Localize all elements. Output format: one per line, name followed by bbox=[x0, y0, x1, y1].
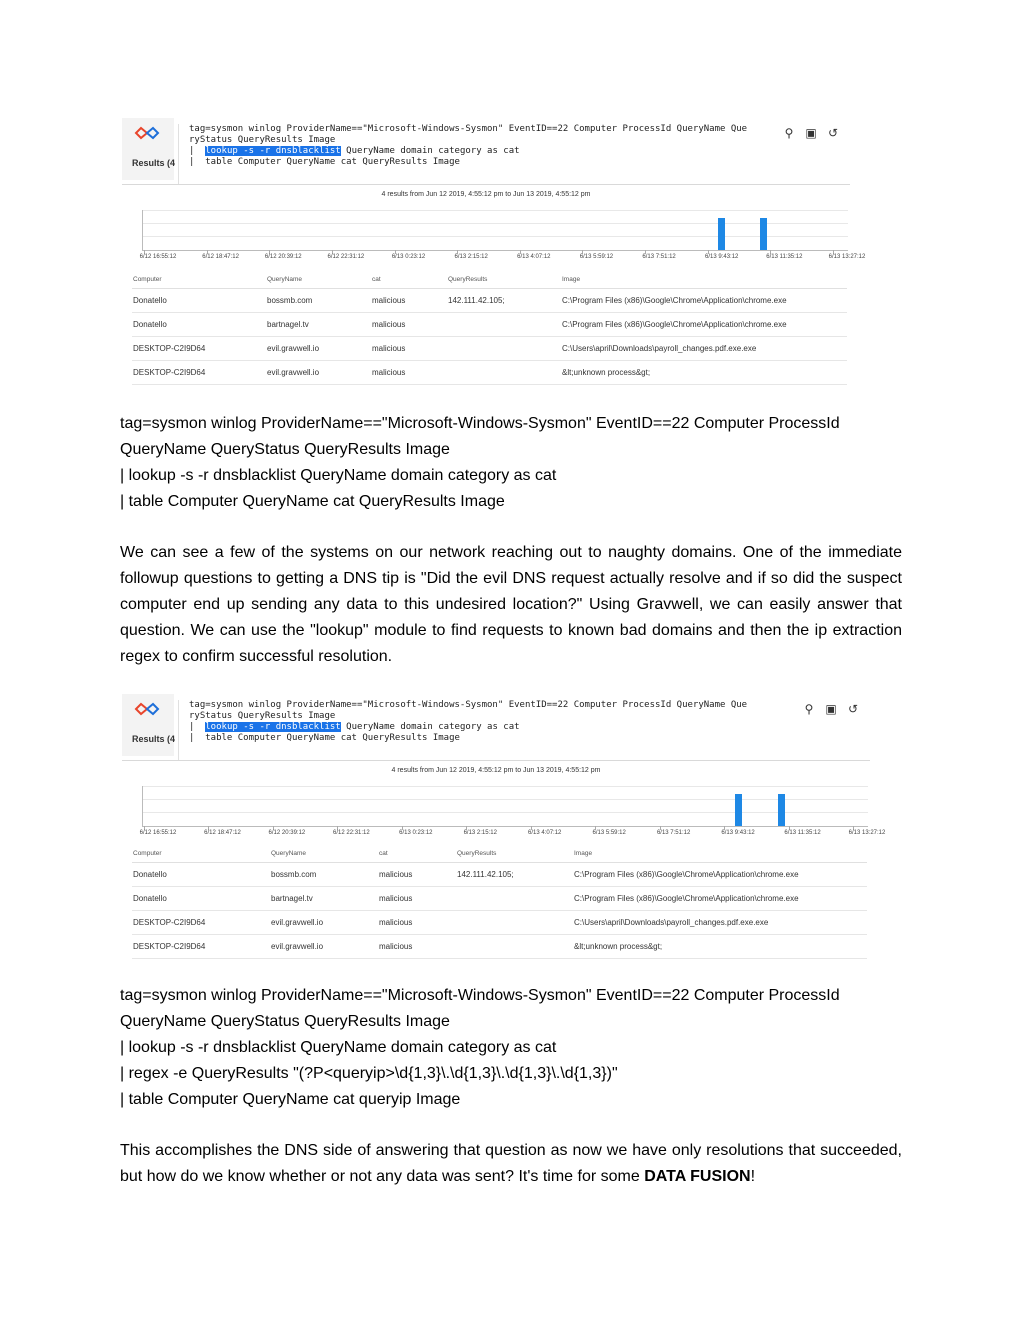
histogram-bar[interactable] bbox=[778, 794, 785, 826]
axis-tick-label: 6/13 0:23:12 bbox=[391, 254, 426, 260]
axis-tick-label: 6/13 5:59:12 bbox=[592, 830, 626, 836]
table-row[interactable] bbox=[132, 887, 867, 911]
axis-tick-label: 6/13 7:51:12 bbox=[656, 830, 691, 836]
paragraph-2: This accomplishes the DNS side of answering that question as now we have only resolutions that succeeded, but how do we know whether or not any data was sent? It's time for some DATA FUSION! bbox=[120, 1142, 902, 1185]
results-table bbox=[132, 844, 867, 959]
axis-tick-label: 6/12 22:31:12 bbox=[327, 254, 365, 260]
column-header[interactable]: cat bbox=[371, 270, 447, 289]
table-cell bbox=[447, 361, 561, 385]
table-cell: malicious bbox=[378, 935, 456, 959]
query-line: ryStatus QueryResults Image bbox=[189, 135, 336, 145]
table-cell: bartnagel.tv bbox=[270, 887, 378, 911]
axis-tick-label: 6/12 16:55:12 bbox=[139, 254, 177, 260]
axis-tick-label: 6/13 13:27:12 bbox=[828, 254, 866, 260]
axis-tick-label: 6/13 9:43:12 bbox=[721, 830, 755, 836]
histogram bbox=[142, 786, 868, 827]
histogram-axis bbox=[139, 826, 886, 840]
gravwell-logo-icon bbox=[134, 126, 160, 140]
query-line: | table Computer QueryName cat QueryResults Image bbox=[189, 733, 460, 743]
table-cell: Donatello bbox=[132, 887, 270, 911]
axis-tick-label: 6/13 7:51:12 bbox=[642, 254, 676, 260]
axis-tick-label: 6/12 16:55:12 bbox=[139, 830, 177, 836]
results-range: 4 results from Jun 12 2019, 4:55:12 pm to Jun 13 2019, 4:55:12 pm bbox=[381, 191, 591, 198]
table-cell: DESKTOP-C2I9D64 bbox=[132, 361, 266, 385]
table-cell: C:\Program Files (x86)\Google\Chrome\Application\chrome.exe bbox=[561, 289, 847, 313]
column-header[interactable]: Computer bbox=[132, 844, 270, 863]
table-cell: malicious bbox=[371, 361, 447, 385]
axis-tick-label: 6/12 22:31:12 bbox=[333, 830, 370, 836]
gravwell-logo-icon bbox=[134, 702, 160, 716]
data-fusion-emphasis: DATA FUSION bbox=[644, 1168, 751, 1185]
table-row[interactable] bbox=[132, 911, 867, 935]
axis-tick-label: 6/13 4:07:12 bbox=[517, 254, 551, 260]
axis-tick-label: 6/12 20:39:12 bbox=[268, 830, 306, 836]
query-line: | table Computer QueryName cat QueryResults Image bbox=[189, 157, 460, 167]
table-cell: bartnagel.tv bbox=[266, 313, 371, 337]
table-row[interactable] bbox=[132, 361, 847, 385]
table-cell: bossmb.com bbox=[266, 289, 371, 313]
column-header[interactable]: QueryResults bbox=[447, 270, 561, 289]
table-cell: C:\Users\april\Downloads\payroll_changes.pdf.exe.exe bbox=[573, 911, 867, 935]
query-line: | lookup -s -r dnsblacklist QueryName domain category as cat bbox=[189, 722, 520, 732]
table-cell: &lt;unknown process&gt; bbox=[573, 935, 867, 959]
column-header[interactable]: Image bbox=[573, 844, 867, 863]
table-cell: Donatello bbox=[132, 313, 266, 337]
results-label: Results (4 bbox=[132, 158, 176, 168]
calendar-icon[interactable]: ▣ bbox=[825, 702, 837, 716]
history-icon[interactable]: ↺ bbox=[827, 126, 839, 140]
search-icon[interactable]: ⚲ bbox=[784, 126, 794, 140]
table-cell: 142.111.42.105; bbox=[456, 863, 573, 887]
histogram-bar[interactable] bbox=[735, 794, 742, 826]
histogram-axis bbox=[139, 250, 866, 264]
table-cell: 142.111.42.105; bbox=[447, 289, 561, 313]
table-cell: malicious bbox=[378, 887, 456, 911]
histogram-bar[interactable] bbox=[718, 218, 725, 250]
table-row[interactable] bbox=[132, 289, 847, 313]
results-table bbox=[132, 270, 847, 385]
table-cell: C:\Users\april\Downloads\payroll_changes.pdf.exe.exe bbox=[561, 337, 847, 361]
query-bar bbox=[122, 694, 870, 761]
histogram bbox=[142, 210, 848, 251]
paragraph-1: We can see a few of the systems on our network reaching out to naughty domains. One of the immediate followup questions to getting a DNS tip is "Did the evil DNS request actually resolve and if so did the suspect computer end up sending any data to this undesired location?" Using Gravwell, we can easily answer that question. We can use the "lookup" module to find requests to known bad domains and then the ip extraction regex to confirm successful resolution. bbox=[120, 544, 902, 665]
query-bar bbox=[122, 118, 850, 185]
table-cell bbox=[447, 313, 561, 337]
table-cell: &lt;unknown process&gt; bbox=[561, 361, 847, 385]
table-cell: Donatello bbox=[132, 289, 266, 313]
axis-tick-label: 6/12 18:47:12 bbox=[204, 830, 241, 836]
query-line: ryStatus QueryResults Image bbox=[189, 711, 336, 721]
table-cell bbox=[456, 887, 573, 911]
axis-tick-label: 6/13 2:15:12 bbox=[454, 254, 488, 260]
table-cell: DESKTOP-C2I9D64 bbox=[132, 935, 270, 959]
table-cell: malicious bbox=[378, 911, 456, 935]
column-header[interactable]: Computer bbox=[132, 270, 266, 289]
table-cell: evil.gravwell.io bbox=[270, 911, 378, 935]
axis-tick-label: 6/13 5:59:12 bbox=[579, 254, 614, 260]
column-header[interactable]: cat bbox=[378, 844, 456, 863]
axis-tick-label: 6/13 2:15:12 bbox=[463, 830, 497, 836]
table-row[interactable] bbox=[132, 313, 847, 337]
query-line: tag=sysmon winlog ProviderName=="Microsoft-Windows-Sysmon" EventID==22 Computer ProcessId QueryName Que bbox=[189, 124, 748, 134]
table-cell bbox=[456, 911, 573, 935]
axis-tick-label: 6/13 0:23:12 bbox=[399, 830, 433, 836]
axis-tick-label: 6/12 18:47:12 bbox=[202, 254, 239, 260]
table-cell: Donatello bbox=[132, 863, 270, 887]
search-screenshot-2 bbox=[122, 694, 886, 984]
table-cell: C:\Program Files (x86)\Google\Chrome\Application\chrome.exe bbox=[573, 887, 867, 911]
query-line: | lookup -s -r dnsblacklist QueryName domain category as cat bbox=[189, 146, 520, 156]
query-line: tag=sysmon winlog ProviderName=="Microsoft-Windows-Sysmon" EventID==22 Computer ProcessId QueryName Que bbox=[189, 700, 748, 710]
table-cell: C:\Program Files (x86)\Google\Chrome\Application\chrome.exe bbox=[561, 313, 847, 337]
query-input[interactable] bbox=[178, 700, 799, 760]
table-cell bbox=[447, 337, 561, 361]
table-cell: evil.gravwell.io bbox=[266, 337, 371, 361]
table-cell: malicious bbox=[371, 337, 447, 361]
query-selection: lookup -s -r dnsblacklist bbox=[205, 722, 341, 732]
column-header[interactable]: QueryName bbox=[270, 844, 378, 863]
table-cell: malicious bbox=[371, 289, 447, 313]
code-block-1: tag=sysmon winlog ProviderName=="Microsoft-Windows-Sysmon" EventID==22 Computer ProcessId QueryName QueryStatus QueryResults Image | lookup -s -r dnsblacklist QueryName domain category as cat | table Computer QueryName cat QueryResults Image bbox=[120, 415, 840, 510]
column-header[interactable]: QueryName bbox=[266, 270, 371, 289]
column-header[interactable]: QueryResults bbox=[456, 844, 573, 863]
axis-tick-label: 6/13 11:35:12 bbox=[766, 254, 803, 260]
history-icon[interactable]: ↺ bbox=[847, 702, 859, 716]
table-row[interactable] bbox=[132, 863, 867, 887]
table-cell: DESKTOP-C2I9D64 bbox=[132, 911, 270, 935]
table-cell bbox=[456, 935, 573, 959]
column-header[interactable]: Image bbox=[561, 270, 847, 289]
query-input[interactable] bbox=[178, 124, 799, 184]
table-row[interactable] bbox=[132, 935, 867, 959]
table-cell: evil.gravwell.io bbox=[270, 935, 378, 959]
results-range: 4 results from Jun 12 2019, 4:55:12 pm to Jun 13 2019, 4:55:12 pm bbox=[391, 767, 601, 774]
axis-tick-label: 6/13 11:35:12 bbox=[784, 830, 821, 836]
table-cell: malicious bbox=[371, 313, 447, 337]
axis-tick-label: 6/13 13:27:12 bbox=[848, 830, 886, 836]
axis-tick-label: 6/12 20:39:12 bbox=[264, 254, 302, 260]
code-block-2: tag=sysmon winlog ProviderName=="Microsoft-Windows-Sysmon" EventID==22 Computer ProcessId QueryName QueryStatus QueryResults Image | lookup -s -r dnsblacklist QueryName domain category as cat | regex -e QueryResults "(?P<queryip>\d{1,3}\.\d{1,3}\.\d{1,3}\.\d{1,3})" | table Computer QueryName cat queryip Image bbox=[120, 987, 840, 1108]
table-cell: DESKTOP-C2I9D64 bbox=[132, 337, 266, 361]
histogram-bar[interactable] bbox=[760, 218, 767, 250]
table-cell: malicious bbox=[378, 863, 456, 887]
table-cell: evil.gravwell.io bbox=[266, 361, 371, 385]
results-label: Results (4 bbox=[132, 734, 176, 744]
table-cell: bossmb.com bbox=[270, 863, 378, 887]
axis-tick-label: 6/13 4:07:12 bbox=[528, 830, 562, 836]
search-icon[interactable]: ⚲ bbox=[804, 702, 814, 716]
table-row[interactable] bbox=[132, 337, 847, 361]
calendar-icon[interactable]: ▣ bbox=[805, 126, 817, 140]
table-cell: C:\Program Files (x86)\Google\Chrome\Application\chrome.exe bbox=[573, 863, 867, 887]
axis-tick-label: 6/13 9:43:12 bbox=[705, 254, 739, 260]
search-screenshot-1 bbox=[122, 118, 866, 408]
query-selection: lookup -s -r dnsblacklist bbox=[205, 146, 341, 156]
